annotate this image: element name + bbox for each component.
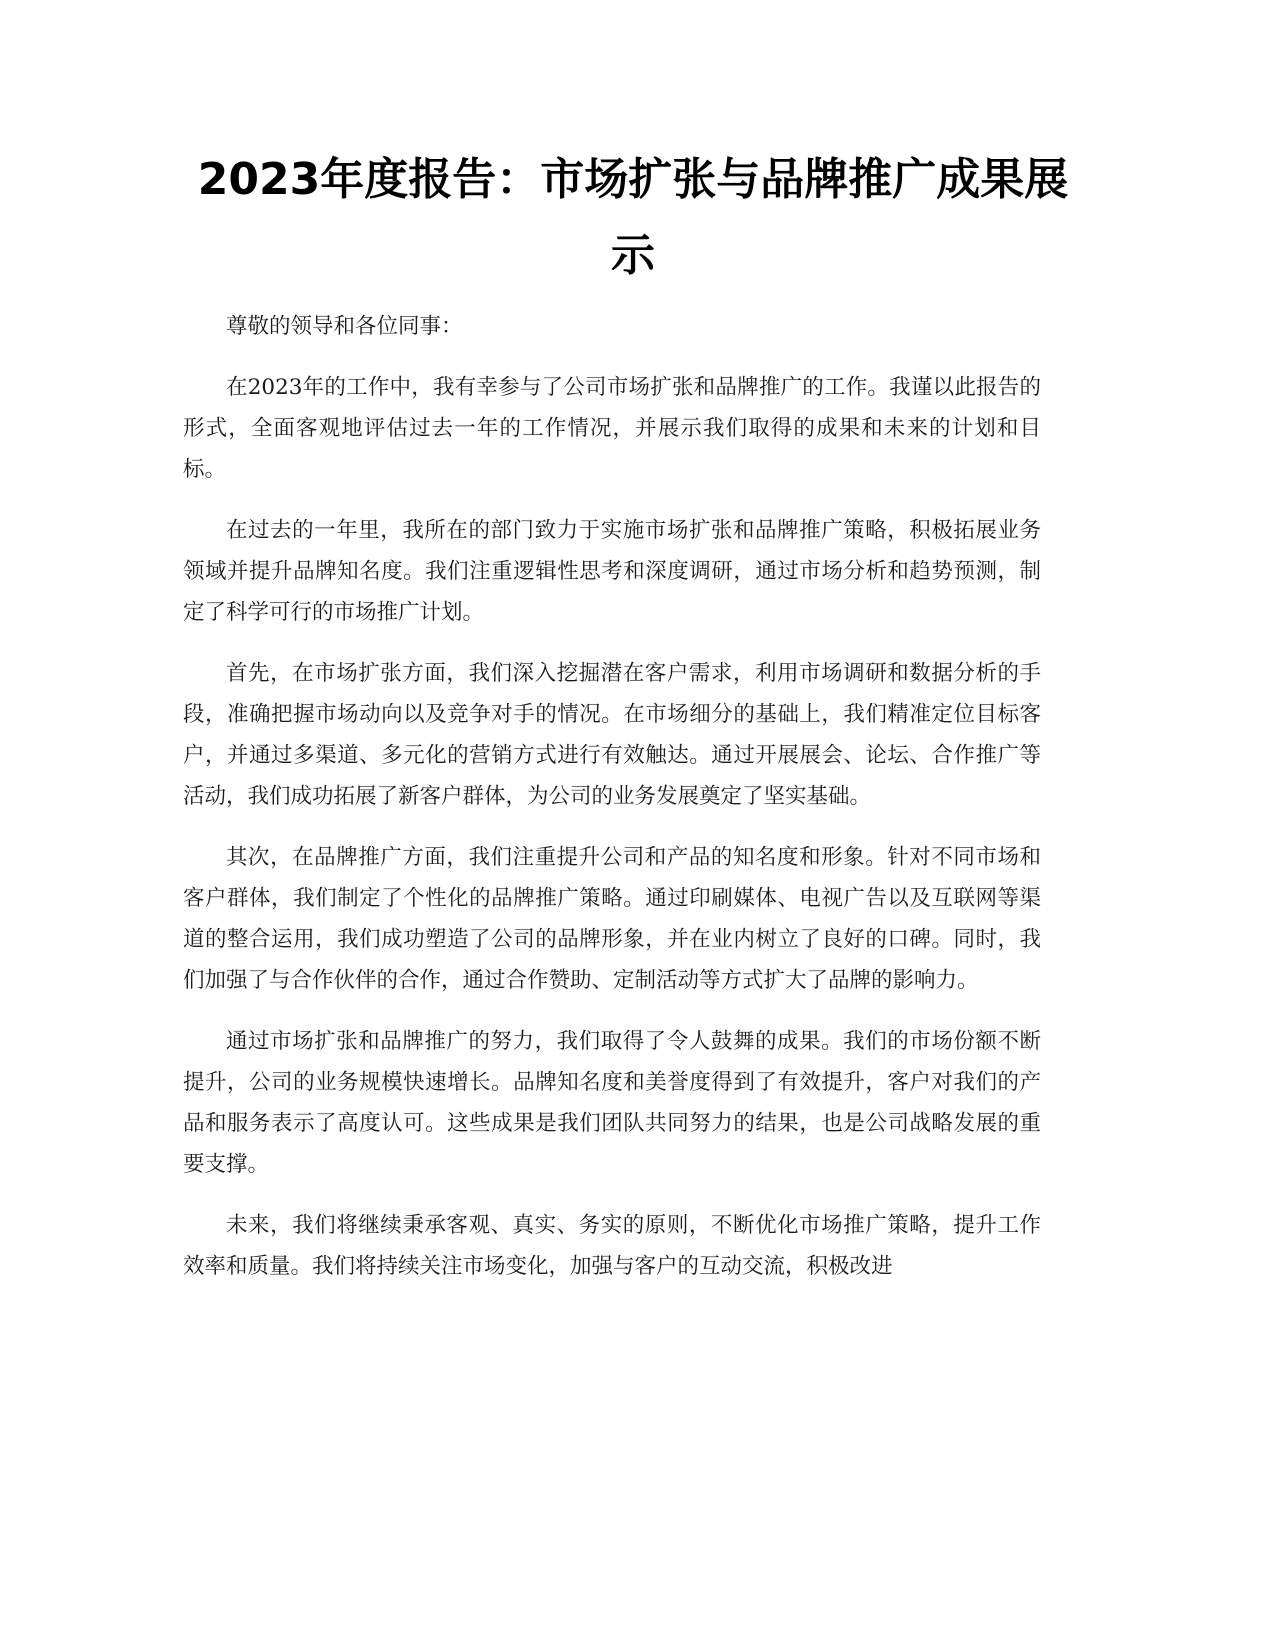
paragraph-5: 通过市场扩张和品牌推广的努力，我们取得了令人鼓舞的成果。我们的市场份额不断提升，公司的业务规模快速增长。品牌知名度和美誉度得到了有效提升，客户对我们的产品和服务表示了高度认可。这些成果是我们团队共同努力的结果，也是公司战略发展的重要支撑。 [183,1029,1041,1177]
paragraph-1: 在2023年的工作中，我有幸参与了公司市场扩张和品牌推广的工作。我谨以此报告的形式，全面客观地评估过去一年的工作情况，并展示我们取得的成果和未来的计划和目标。 [183,375,1041,482]
paragraph-2: 在过去的一年里，我所在的部门致力于实施市场扩张和品牌推广策略，积极拓展业务领域并提升品牌知名度。我们注重逻辑性思考和深度调研，通过市场分析和趋势预测，制定了科学可行的市场推广计划。 [183,518,1041,625]
paragraph-3: 首先，在市场扩张方面，我们深入挖掘潜在客户需求，利用市场调研和数据分析的手段，准确把握市场动向以及竞争对手的情况。在市场细分的基础上，我们精准定位目标客户，并通过多渠道、多元化的营销方式进行有效触达。通过开展展会、论坛、合作推广等活动，我们成功拓展了新客户群体，为公司的业务发展奠定了坚实基础。 [183,661,1041,809]
document-body [183,306,1041,1307]
paragraph-4: 其次，在品牌推广方面，我们注重提升公司和产品的知名度和形象。针对不同市场和客户群体，我们制定了个性化的品牌推广策略。通过印刷媒体、电视广告以及互联网等渠道的整合运用，我们成功塑造了公司的品牌形象，并在业内树立了良好的口碑。同时，我们加强了与合作伙伴的合作，通过合作赞助、定制活动等方式扩大了品牌的影响力。 [183,845,1041,993]
paragraph-6: 未来，我们将继续秉承客观、真实、务实的原则，不断优化市场推广策略，提升工作效率和质量。我们将持续关注市场变化，加强与客户的互动交流，积极改进 [183,1213,1041,1279]
document-title: 2023年度报告：市场扩张与品牌推广成果展示 [197,154,1069,281]
salutation: 尊敬的领导和各位同事： [226,314,463,339]
